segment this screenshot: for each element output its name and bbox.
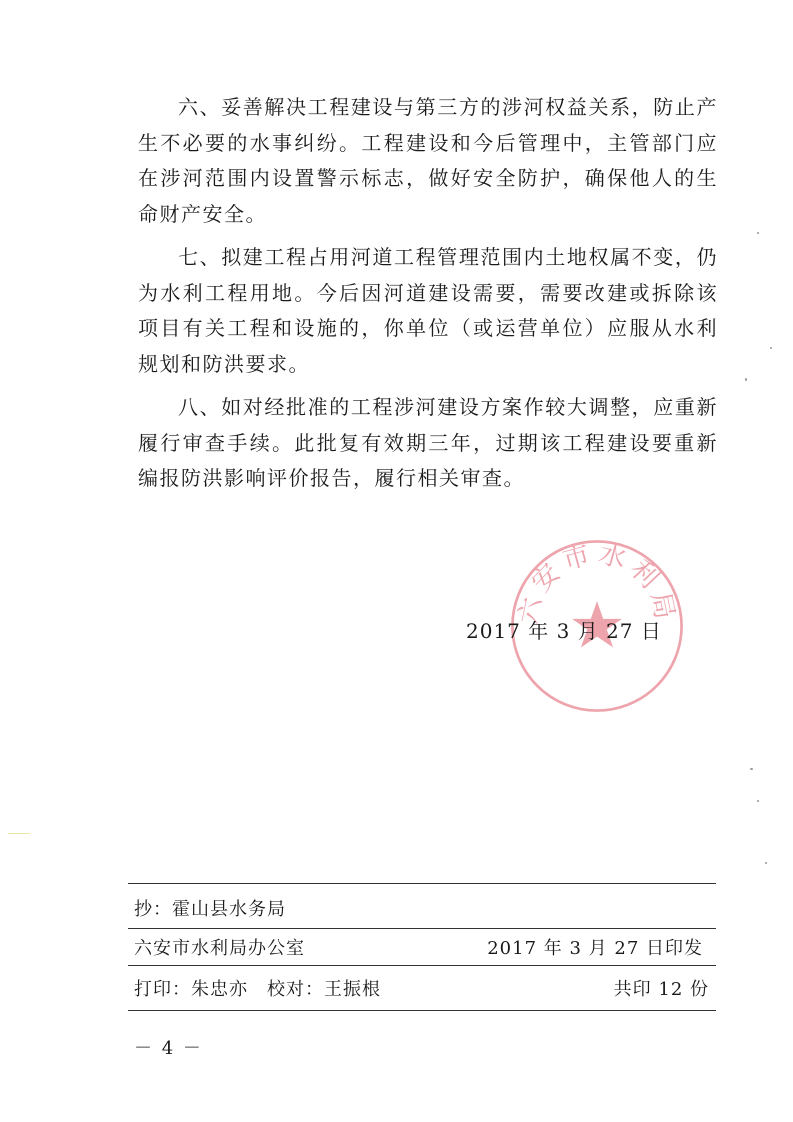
page-number: － 4 －	[134, 1038, 203, 1059]
issuing-office: 六安市水利局办公室	[134, 938, 305, 959]
scan-speck	[750, 768, 753, 770]
footer-divider-top	[128, 883, 716, 884]
footer-divider-bottom	[128, 1010, 716, 1011]
scan-speck	[770, 347, 772, 349]
scan-mark	[8, 833, 30, 834]
paragraph-item-8: 八、如对经批准的工程涉河建设方案作较大调整，应重新履行审查手续。此批复有效期三年，过期该工程建设要重新编报防洪影响评价报告，履行相关审查。	[138, 395, 718, 490]
seal-text: 六安市水利局	[512, 537, 682, 628]
scan-speck	[757, 232, 759, 234]
paragraph-item-6: 六、妥善解决工程建设与第三方的涉河权益关系，防止产生不必要的水事纠纷。工程建设和今后管理中，主管部门应在涉河范围内设置警示标志，做好安全防护，确保他人的生命财产安全。	[138, 95, 718, 226]
cc-line: 抄：霍山县水务局	[134, 899, 286, 920]
issue-date: 2017 年 3 月 27 日印发	[487, 938, 703, 959]
footer-divider-issuer	[128, 965, 716, 966]
footer-divider-cc	[128, 928, 716, 929]
scan-speck	[765, 862, 767, 864]
paragraph-item-7: 七、拟建工程占用河道工程管理范围内土地权属不变，仍为水利工程用地。今后因河道建设需要，需要改建或拆除该项目有关工程和设施的，你单位（或运营单位）应服从水利规划和防洪要求。	[138, 245, 718, 376]
copies-count: 共印 12 份	[613, 979, 709, 1000]
print-proof-line: 打印：朱忠亦 校对：王振根	[134, 979, 381, 1000]
scan-speck	[745, 378, 747, 381]
signature-date: 2017 年 3 月 27 日	[466, 619, 662, 643]
scan-speck	[757, 800, 759, 802]
